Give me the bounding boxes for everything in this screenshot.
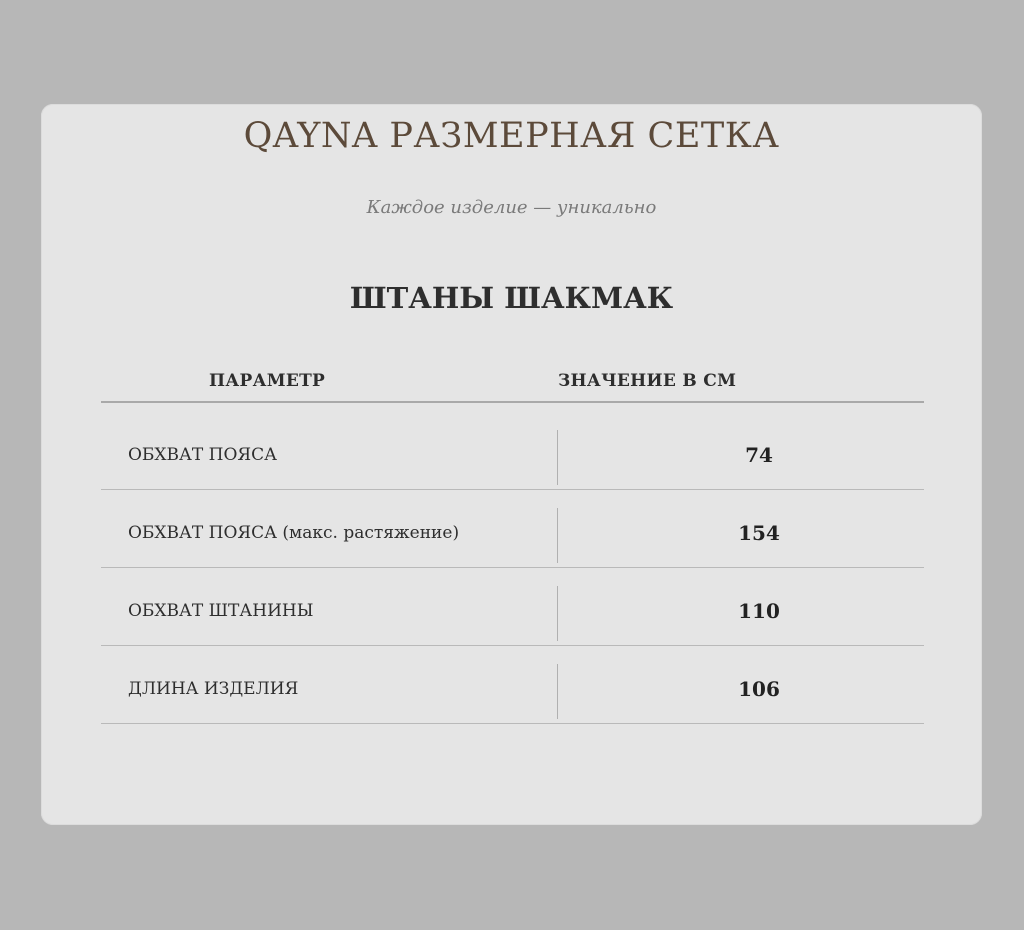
size-table bbox=[101, 359, 924, 724]
table-row bbox=[101, 568, 924, 646]
table-row bbox=[101, 490, 924, 568]
size-chart-card bbox=[41, 104, 982, 825]
row-param: ОБХВАТ ПОЯСА bbox=[128, 445, 278, 465]
row-param: ОБХВАТ ШТАНИНЫ bbox=[128, 601, 314, 621]
row-value: 154 bbox=[738, 521, 780, 545]
table-row bbox=[101, 646, 924, 724]
table-header bbox=[101, 359, 924, 403]
row-value: 110 bbox=[738, 599, 780, 623]
row-param: ДЛИНА ИЗДЕЛИЯ bbox=[128, 679, 299, 699]
tagline: Каждое изделие — уникально bbox=[366, 197, 657, 218]
row-param: ОБХВАТ ПОЯСА (макс. растяжение) bbox=[128, 523, 460, 543]
table-body bbox=[101, 403, 924, 724]
brand-title: QAYNA РАЗМЕРНАЯ СЕТКА bbox=[243, 116, 780, 156]
row-value: 106 bbox=[738, 677, 780, 701]
column-header-value: ЗНАЧЕНИЕ В СМ bbox=[558, 371, 737, 391]
table-row bbox=[101, 403, 924, 490]
row-value: 74 bbox=[745, 443, 773, 467]
product-title: ШТАНЫ ШАКМАК bbox=[349, 281, 674, 315]
column-header-parameter: ПАРАМЕТР bbox=[209, 371, 326, 391]
